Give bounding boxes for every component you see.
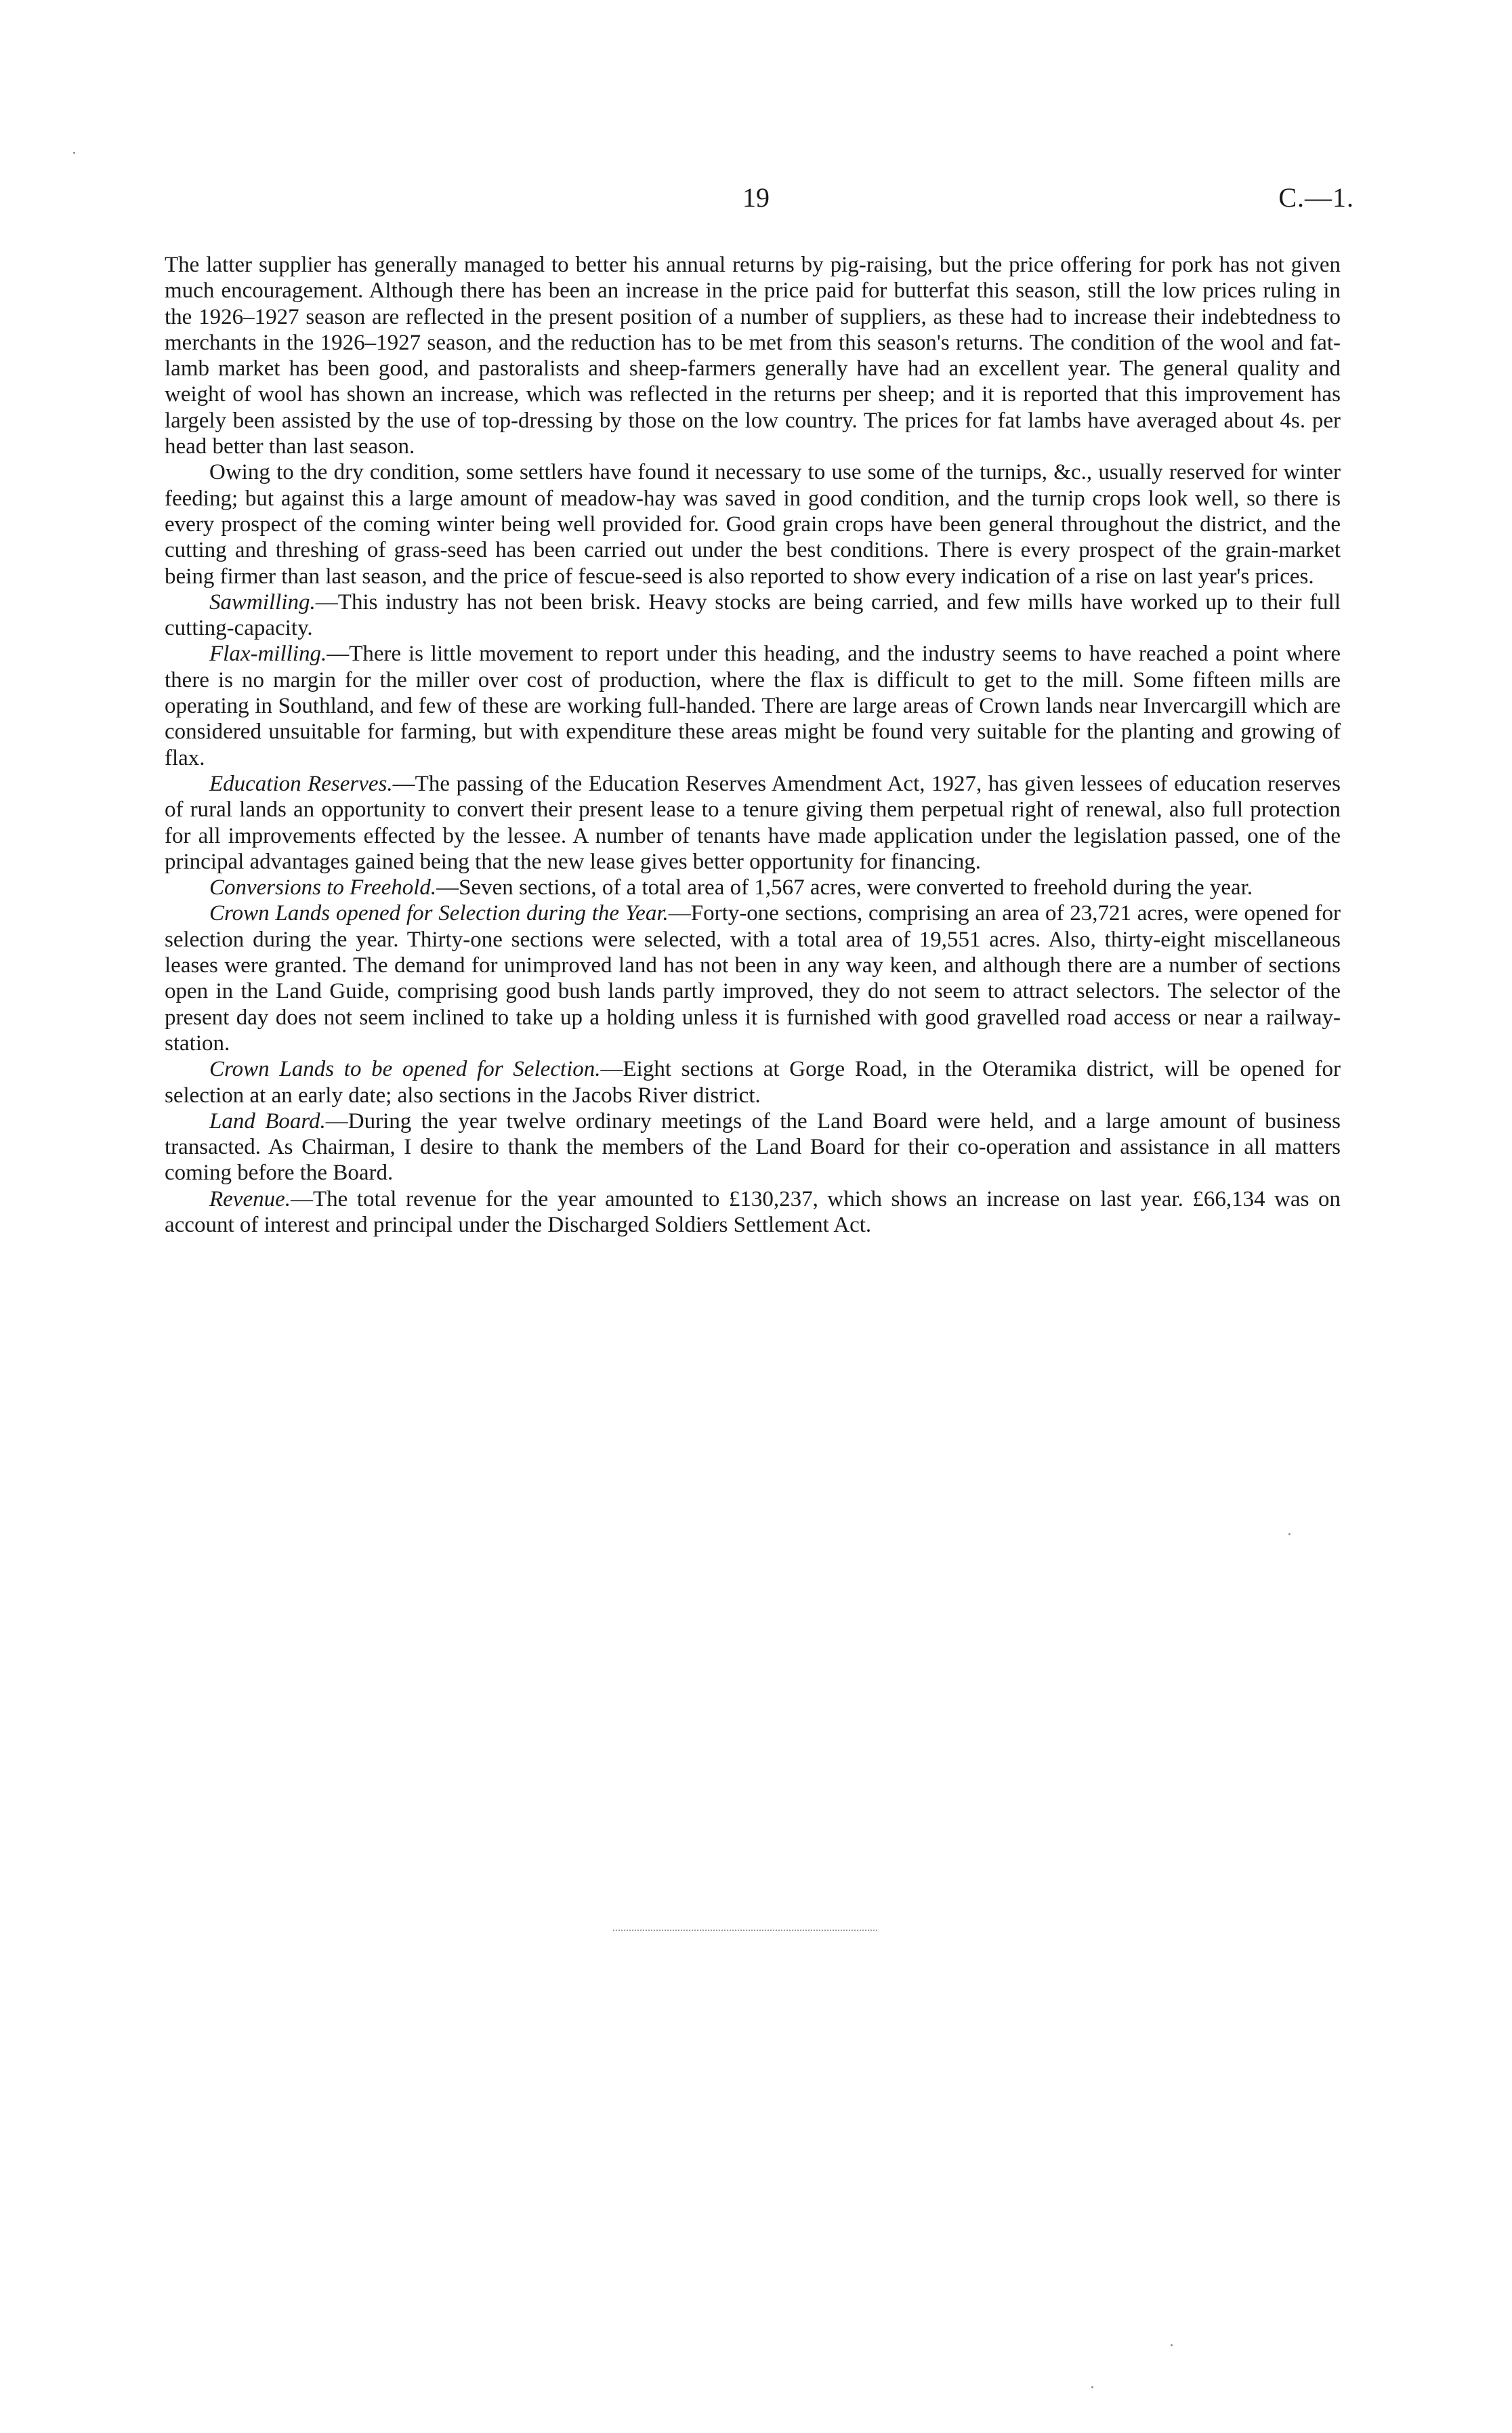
- end-divider-rule: [613, 1930, 877, 1931]
- paragraph-conversions-freehold: [165, 875, 1341, 900]
- paragraph-text: —The total revenue for the year amounted to £130,237, which shows an increase on last year. £66,134 was on account of interest and principal under the Discharged Soldiers Settlement Act.: [165, 1186, 1341, 1237]
- paragraph-text: The latter supplier has generally managed to better his annual returns by pig-raising, but the price offering for pork has not given much encouragement. Although there has been an increase in the price paid for butterfat this season, still the low prices ruling in the 1926–1927 season are reflected in the present position of a number of suppliers, as these had to increase their indebtedness to merchants in the 1926–1927 season, and the reduction has to be met from this season's returns. The condition of the wool and fat-lamb market has been good, and pastoralists and sheep-farmers generally have had an excellent year. The general quality and weight of wool has shown an increase, which was reflected in the returns per sheep; and it is reported that this improvement has largely been assisted by the use of top-dressing by those on the low country. The prices for fat lambs have averaged about 4s. per head better than last season.: [165, 253, 1341, 459]
- section-heading: Education Reserves.: [209, 771, 393, 796]
- paragraph-text: —Eight sections at Gorge Road, in the Oteramika district, will be opened for selection at an early date; also sections in the Jacobs River district.: [165, 1057, 1341, 1108]
- paragraph-text: —This industry has not been brisk. Heavy stocks are being carried, and few mills have worked up to their full cutting-capacity.: [165, 589, 1341, 641]
- paragraph-flax-milling: [165, 641, 1341, 770]
- paragraph-revenue: [165, 1186, 1341, 1239]
- section-heading: Crown Lands to be opened for Selection.: [209, 1057, 601, 1082]
- section-heading: Sawmilling.: [209, 589, 316, 615]
- paragraph-land-board: [165, 1108, 1341, 1186]
- section-heading: Conversions to Freehold.: [209, 875, 437, 900]
- report-body: [165, 252, 1341, 1238]
- paragraph-sawmilling: [165, 589, 1341, 642]
- paragraph-text: —Forty-one sections, comprising an area of 23,721 acres, were opened for selection during the year. Thirty-one sections were selected, with a total area of 19,551 acres. Also, thirty-eight miscellaneous leases were granted. The demand for unimproved land has not been in any way keen, and although there are a number of sections open in the Land Guide, comprising good bush lands partly improved, they do not seem to attract selectors. The selector of the present day does not seem inclined to take up a holding unless it is furnished with good gravelled road access or near a railway-station.: [165, 901, 1341, 1056]
- paragraph-text: —Seven sections, of a total area of 1,567 acres, were converted to freehold during the year.: [436, 875, 1253, 900]
- paragraph-crown-lands-to-open: [165, 1056, 1341, 1108]
- page-number: 19: [742, 182, 770, 213]
- document-reference: C.—1.: [1278, 182, 1354, 213]
- section-heading: Crown Lands opened for Selection during the Year.: [209, 901, 669, 926]
- scan-speck: [1288, 1533, 1290, 1535]
- paragraph-text: —There is little movement to report under this heading, and the industry seems to have reached a point where there is no margin for the miller over cost of production, where the flax is difficult to get to the mill. Some fifteen mills are operating in Southland, and few of these are working full-handed. There are large areas of Crown lands near Invercargill which are considered unsuitable for farming, but with expenditure these areas might be found very suitable for the planting and growing of flax.: [165, 642, 1341, 770]
- section-heading: Revenue.: [209, 1186, 291, 1211]
- paragraph-education-reserves: [165, 771, 1341, 875]
- paragraph-winter-feed: [165, 459, 1341, 589]
- scan-speck: [1171, 2344, 1173, 2346]
- scan-speck: [1091, 2386, 1093, 2388]
- section-heading: Flax-milling.: [209, 642, 327, 667]
- paragraph-text: —During the year twelve ordinary meetings of the Land Board were held, and a large amount of business transacted. As Chairman, I desire to thank the members of the Land Board for their co-operation and assistance in all matters coming before the Board.: [165, 1108, 1341, 1186]
- paragraph-text: Owing to the dry condition, some settlers have found it necessary to use some of the turnips, &c., usually reserved for winter feeding; but against this a large amount of meadow-hay was saved in good condition, and the turnip crops look well, so there is every prospect of the coming winter being well provided for. Good grain crops have been general throughout the district, and the cutting and threshing of grass-seed has been carried out under the best conditions. There is every prospect of the grain-market being firmer than last season, and the price of fescue-seed is also reported to show every indication of a rise on last year's prices.: [165, 460, 1341, 589]
- scan-speck: [73, 152, 75, 154]
- paragraph-crown-lands-opened: [165, 900, 1341, 1056]
- section-heading: Land Board.: [209, 1108, 326, 1134]
- paragraph-dairying-wool: [165, 252, 1341, 459]
- paragraph-text: —The passing of the Education Reserves Amendment Act, 1927, has given lessees of education reserves of rural lands an opportunity to convert their present lease to a tenure giving them perpetual right of renewal, also full protection for all improvements effected by the lessee. A number of tenants have made application under the legislation passed, one of the principal advantages gained being that the new lease gives better opportunity for financing.: [165, 771, 1341, 874]
